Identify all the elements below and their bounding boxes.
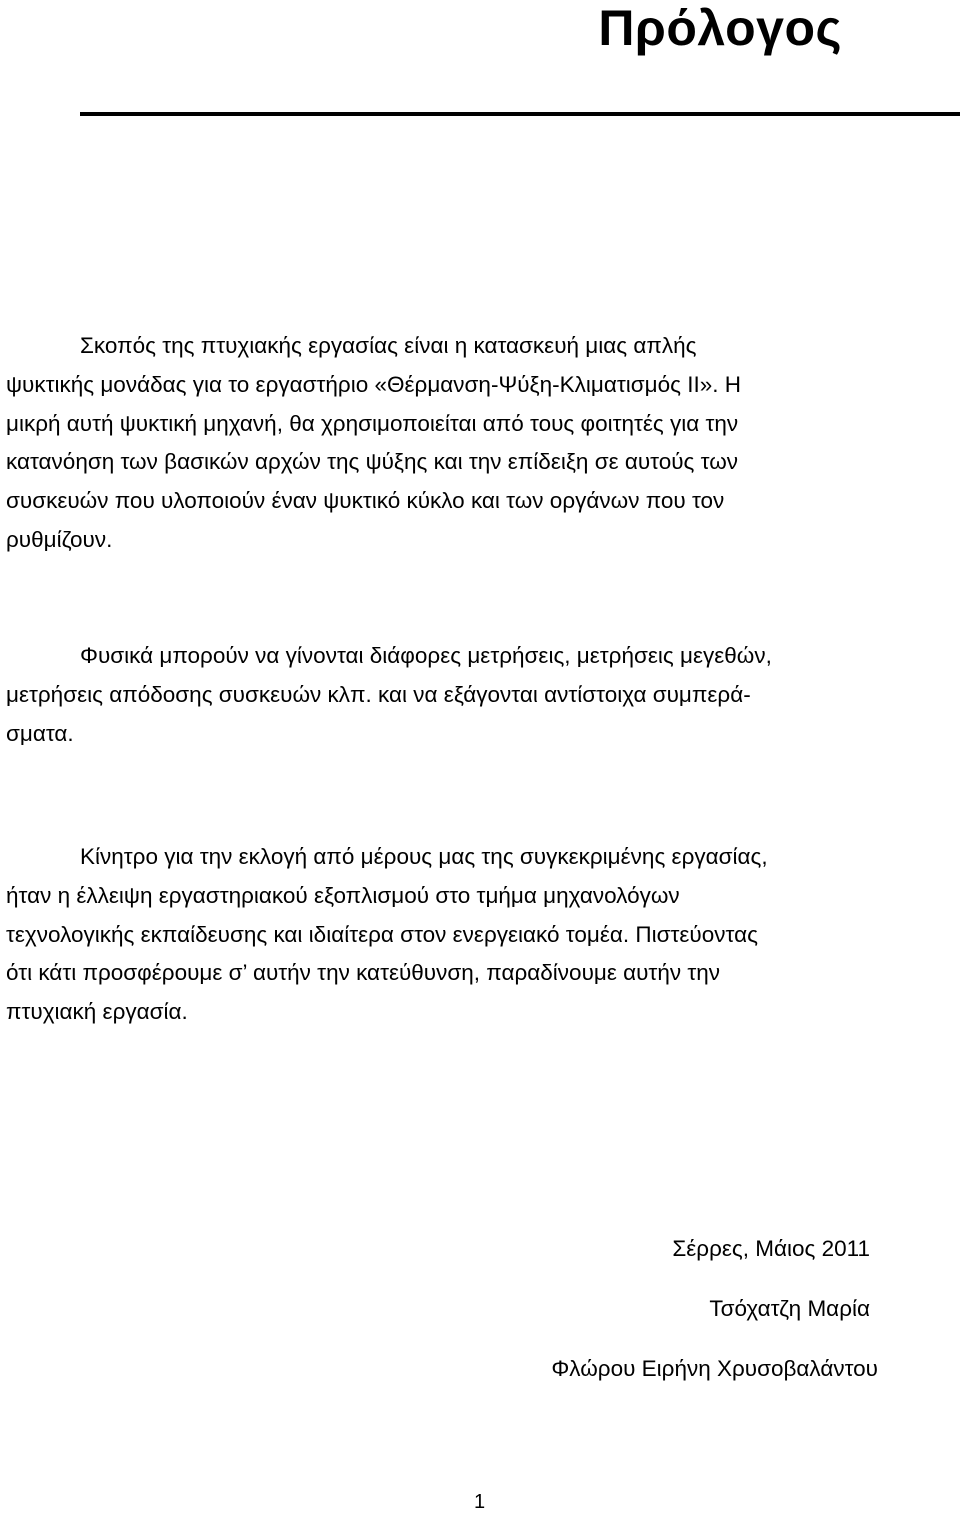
paragraph-line: σματα. <box>6 720 74 746</box>
paragraph-line: συσκευών που υλοποιούν έναν ψυκτικό κύκλο και των οργάνων που τον <box>6 488 725 514</box>
paragraph-line: ρυθμίζουν. <box>6 526 113 552</box>
paragraph-line: ψυκτικής μονάδας για το εργαστήριο «Θέρμανση-Ψύξη-Κλιματισμός ΙΙ». Η <box>6 371 741 397</box>
title-underline <box>80 112 960 116</box>
paragraph-line: Κίνητρο για την εκλογή από μέρους μας της συγκεκριμένης εργασίας, <box>80 844 768 869</box>
paragraph-line: Σκοπός της πτυχιακής εργασίας είναι η κατασκευή μιας απλής <box>80 333 697 358</box>
paragraph-line: ότι κάτι προσφέρουμε σ’ αυτήν την κατεύθυνση, παραδίνουμε αυτήν την <box>6 960 720 986</box>
page-title: Πρόλογος <box>598 0 842 56</box>
paragraph-line: πτυχιακή εργασία. <box>6 999 188 1025</box>
paragraph-measurements <box>6 637 866 753</box>
place-date: Σέρρες, Μάιος 2011 <box>672 1236 870 1261</box>
paragraph-purpose <box>6 327 866 560</box>
paragraph-line: κατανόηση των βασικών αρχών της ψύξης και την επίδειξη σε αυτούς των <box>6 449 739 475</box>
author-name: Φλώρου Ειρήνη Χρυσοβαλάντου <box>551 1356 878 1381</box>
paragraph-line: μετρήσεις απόδοσης συσκευών κλπ. και να εξάγονται αντίστοιχα συμπερά- <box>6 681 751 707</box>
paragraph-line: τεχνολογικής εκπαίδευσης και ιδιαίτερα στον ενεργειακό τομέα. Πιστεύοντας <box>6 921 758 947</box>
paragraph-line: Φυσικά μπορούν να γίνονται διάφορες μετρήσεις, μετρήσεις μεγεθών, <box>80 643 772 668</box>
paragraph-motivation <box>6 838 866 1032</box>
paragraph-line: μικρή αυτή ψυκτική μηχανή, θα χρησιμοποιείται από τους φοιτητές για την <box>6 410 739 436</box>
page-number: 1 <box>474 1491 486 1513</box>
paragraph-line: ήταν η έλλειψη εργαστηριακού εξοπλισμού στο τμήμα μηχανολόγων <box>6 882 680 908</box>
author-name: Τσόχατζη Μαρία <box>709 1296 870 1321</box>
